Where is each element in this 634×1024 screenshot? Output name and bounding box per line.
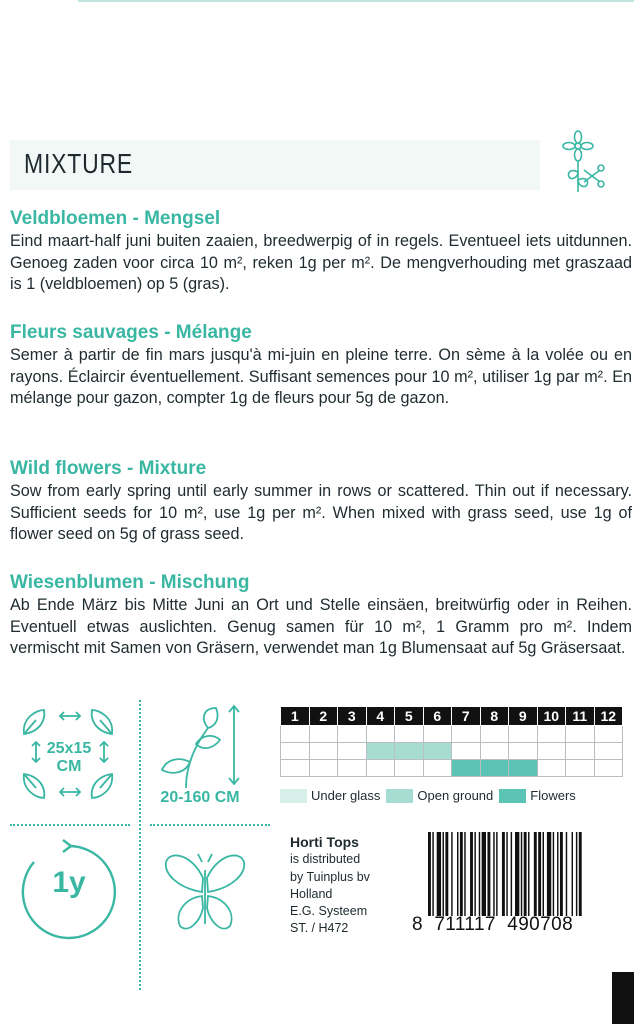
barcode-bar: [493, 832, 494, 916]
plant-height-icon: [156, 704, 256, 790]
barcode-bar: [538, 832, 541, 916]
calendar-cell: [309, 743, 338, 760]
barcode-bar: [506, 832, 507, 916]
calendar-cell: [309, 760, 338, 777]
calendar-cell: [452, 726, 481, 743]
barcode-bar: [553, 832, 554, 916]
divider-horizontal: [10, 824, 130, 826]
barcode: [428, 832, 624, 916]
legend-label: Under glass: [311, 788, 381, 803]
barcode-bar: [432, 832, 433, 916]
barcode-bar: [521, 832, 522, 916]
calendar-month-row: [281, 707, 623, 726]
legend-swatch: [280, 789, 307, 803]
barcode-bar: [534, 832, 537, 916]
barcode-bar: [576, 832, 577, 916]
barcode-bar: [437, 832, 441, 916]
distributor-line: ST. / H472: [290, 921, 349, 936]
barcode-digits: 8 711117 490708: [412, 914, 574, 935]
month-cell: 12: [594, 707, 623, 726]
legend-open-ground: [386, 788, 493, 803]
barcode-bar: [566, 832, 567, 916]
month-cell: 8: [480, 707, 509, 726]
calendar-cell: [452, 743, 481, 760]
calendar-grid: [280, 706, 623, 777]
section-french: [10, 321, 632, 410]
month-cell: 11: [566, 707, 595, 726]
calendar-cell: [537, 760, 566, 777]
divider-vertical: [139, 700, 141, 990]
calendar-cell: [509, 726, 538, 743]
barcode-bar: [543, 832, 544, 916]
barcode-bar: [524, 832, 527, 916]
section-heading: Wild flowers - Mixture: [10, 458, 207, 479]
calendar-legend: [280, 788, 582, 803]
barcode-bar: [464, 832, 465, 916]
calendar-cell: [509, 743, 538, 760]
barcode-bar: [487, 832, 490, 916]
calendar-cell: [423, 726, 452, 743]
month-cell: 2: [309, 707, 338, 726]
calendar-cell: [395, 743, 424, 760]
distributor-line: by Tuinplus bv: [290, 869, 370, 884]
top-rule: [78, 0, 634, 2]
calendar-cell: [338, 743, 367, 760]
barcode-bar: [470, 832, 473, 916]
section-body: Eind maart-half juni buiten zaaien, breedwerpig of in regels. Eventueel iets uitdunnen. Genoeg zaden voor circa 10 m², reken 1g per m². De mengverhouding met graszaad is 1 (veldbloemen) op 5 (gras).: [10, 232, 632, 293]
barcode-bar: [443, 832, 444, 916]
calendar-cell: [423, 743, 452, 760]
section-heading: Wiesenblumen - Mischung: [10, 572, 250, 593]
barcode-bar: [502, 832, 505, 916]
section-heading: Fleurs sauvages - Mélange: [10, 322, 252, 343]
barcode-bar: [482, 832, 486, 916]
barcode-bar: [457, 832, 458, 916]
calendar-cell: [566, 760, 595, 777]
mixture-title: MIXTURE: [24, 148, 134, 179]
calendar-cell: [594, 726, 623, 743]
barcode-bar: [474, 832, 475, 916]
calendar-cell: [509, 760, 538, 777]
calendar-row: [281, 743, 623, 760]
section-english: [10, 457, 632, 546]
calendar-row: [281, 726, 623, 743]
lifecycle-label: 1y: [52, 866, 86, 899]
barcode-bar: [560, 832, 563, 916]
month-cell: 3: [338, 707, 367, 726]
calendar-cell: [566, 743, 595, 760]
calendar-cell: [480, 760, 509, 777]
month-cell: 6: [423, 707, 452, 726]
section-body: Ab Ende März bis Mitte Juni an Ort und Stelle einsäen, breitwürfig oder in Reihen. Eventuell etwas auslichten. Genug samen für 10 m², 1 Gramm pro m². Indem vermischt mit Samen von Gräsern, verwendet man 1g Blumensaat auf 5g Gräsersaat.: [10, 596, 632, 657]
calendar-cell: [480, 743, 509, 760]
barcode-bar: [479, 832, 480, 916]
month-cell: 10: [537, 707, 566, 726]
month-cell: 7: [452, 707, 481, 726]
calendar-cell: [281, 760, 310, 777]
calendar-cell: [281, 743, 310, 760]
flower-scissors-icon: [558, 130, 606, 198]
calendar-cell: [395, 760, 424, 777]
legend-label: Open ground: [417, 788, 494, 803]
barcode-bar: [445, 832, 448, 916]
calendar-cell: [594, 743, 623, 760]
month-cell: 1: [281, 707, 310, 726]
calendar-cell: [366, 726, 395, 743]
divider-horizontal: [150, 824, 270, 826]
spacing-label: [44, 740, 94, 776]
calendar-cell: [366, 760, 395, 777]
section-german: [10, 571, 632, 660]
barcode-bar: [496, 832, 497, 916]
section-heading: Veldbloemen - Mengsel: [10, 208, 221, 229]
barcode-bar: [547, 832, 551, 916]
section-dutch: [10, 207, 632, 296]
spacing-value: 25x15: [46, 740, 92, 757]
calendar-cell: [594, 760, 623, 777]
month-cell: 9: [509, 707, 538, 726]
calendar-cell: [366, 743, 395, 760]
barcode-bar: [557, 832, 558, 916]
barcode-bar: [460, 832, 463, 916]
black-edge-mark: [612, 972, 634, 1024]
spacing-unit: CM: [56, 758, 82, 775]
barcode-bar: [528, 832, 529, 916]
section-body: Semer à partir de fin mars jusqu'à mi-juin en pleine terre. On sème à la volée ou en rayons. Éclaircir éventuellement. Suffisant semences pour 10 m², utiliser 1g par m². En mélange pour gazon, compter 1g de fleurs pour 5g de gazon.: [10, 346, 632, 407]
calendar-cell: [537, 743, 566, 760]
calendar-cell: [338, 726, 367, 743]
barcode-bar: [511, 832, 512, 916]
legend-under-glass: [280, 788, 380, 803]
barcode-bar: [515, 832, 519, 916]
butterfly-icon: [162, 848, 248, 938]
section-body: Sow from early spring until early summer in rows or scattered. Thin out if necessary. Sufficient seeds for 10 m², use 1g per m². When mixed with grass seed, use 1g of flower seed on 5g of grass seed.: [10, 482, 632, 543]
barcode-bar: [579, 832, 582, 916]
calendar-cell: [309, 726, 338, 743]
calendar-row: [281, 760, 623, 777]
barcode-bar: [572, 832, 573, 916]
calendar-cell: [281, 726, 310, 743]
calendar-cell: [566, 726, 595, 743]
barcode-bar: [451, 832, 452, 916]
legend-swatch: [386, 789, 413, 803]
barcode-bar: [428, 832, 431, 916]
calendar-cell: [452, 760, 481, 777]
legend-swatch: [499, 789, 526, 803]
legend-flowers: [499, 788, 576, 803]
calendar-cell: [395, 726, 424, 743]
calendar-cell: [537, 726, 566, 743]
calendar-cell: [423, 760, 452, 777]
legend-label: Flowers: [530, 788, 576, 803]
sowing-calendar: [280, 706, 623, 777]
distributor-line: E.G. Systeem: [290, 904, 368, 919]
distributor-line: is distributed: [290, 852, 361, 867]
month-cell: 4: [366, 707, 395, 726]
calendar-cell: [480, 726, 509, 743]
distributor-info: [290, 834, 370, 938]
distributor-line: Holland: [290, 886, 333, 901]
height-label: 20-160 CM: [160, 789, 240, 806]
month-cell: 5: [395, 707, 424, 726]
mixture-banner: [10, 140, 540, 190]
brand-name: Horti Tops: [290, 834, 359, 850]
calendar-cell: [338, 760, 367, 777]
